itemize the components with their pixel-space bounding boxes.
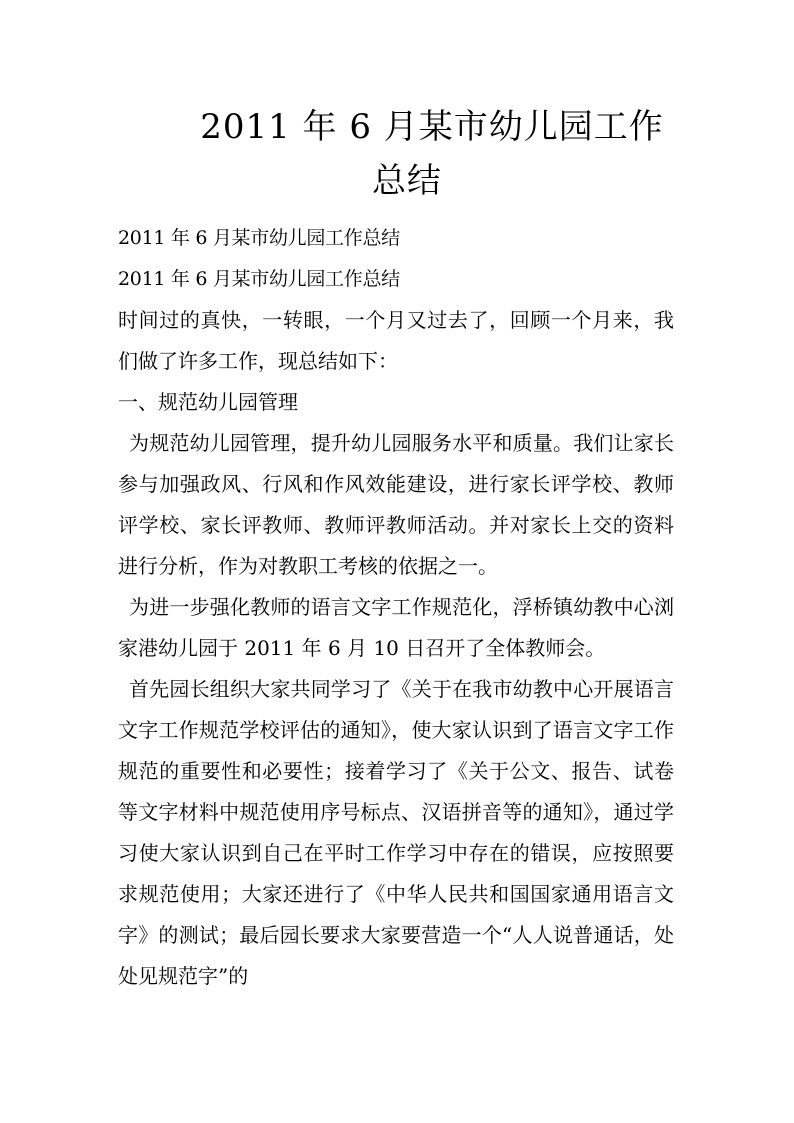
intro-paragraph: 时间过的真快，一转眼，一个月又过去了，回顾一个月来，我们做了许多工作，现总结如下： (118, 308, 674, 373)
study-paragraph: 首先园长组织大家共同学习了《关于在我市幼教中心开展语言文字工作规范学校评估的通知》，使大家认识到了语言文字工作规范的重要性和必要性；接着学习了《关于公文、报告、试卷等文字材料中规范使用序号标点、汉语拼音等的通知》，通过学习使大家认识到自己在平时工作学习中存在的错误，应按照要求规范使用；大家还进行了《中华人民共和国国家通用语言文字》的测试；最后园长要求大家要营造一个“人人说普通话，处处见规范字”的 (118, 677, 674, 988)
management-paragraph: 为规范幼儿园管理，提升幼儿园服务水平和质量。我们让家长参与加强政风、行风和作风效能建设，进行家长评学校、教师评学校、家长评教师、教师评教师活动。并对家长上交的资料进行分析，作为对教职工考核的依据之一。 (118, 431, 674, 578)
language-work-paragraph: 为进一步强化教师的语言文字工作规范化，浮桥镇幼教中心浏家港幼儿园于 2011 年 6 月 10 日召开了全体教师会。 (118, 595, 674, 660)
subtitle-line-repeat: 2011 年 6 月某市幼儿园工作总结 (118, 268, 400, 290)
document-body (118, 218, 674, 997)
section-heading: 一、规范幼儿园管理 (118, 390, 298, 414)
subtitle-line: 2011 年 6 月某市幼儿园工作总结 (118, 227, 400, 249)
title-line-2: 总结 (372, 161, 442, 201)
document-title (120, 100, 676, 208)
title-line-1: 2011 年 6 月某市幼儿园工作 (200, 107, 664, 147)
